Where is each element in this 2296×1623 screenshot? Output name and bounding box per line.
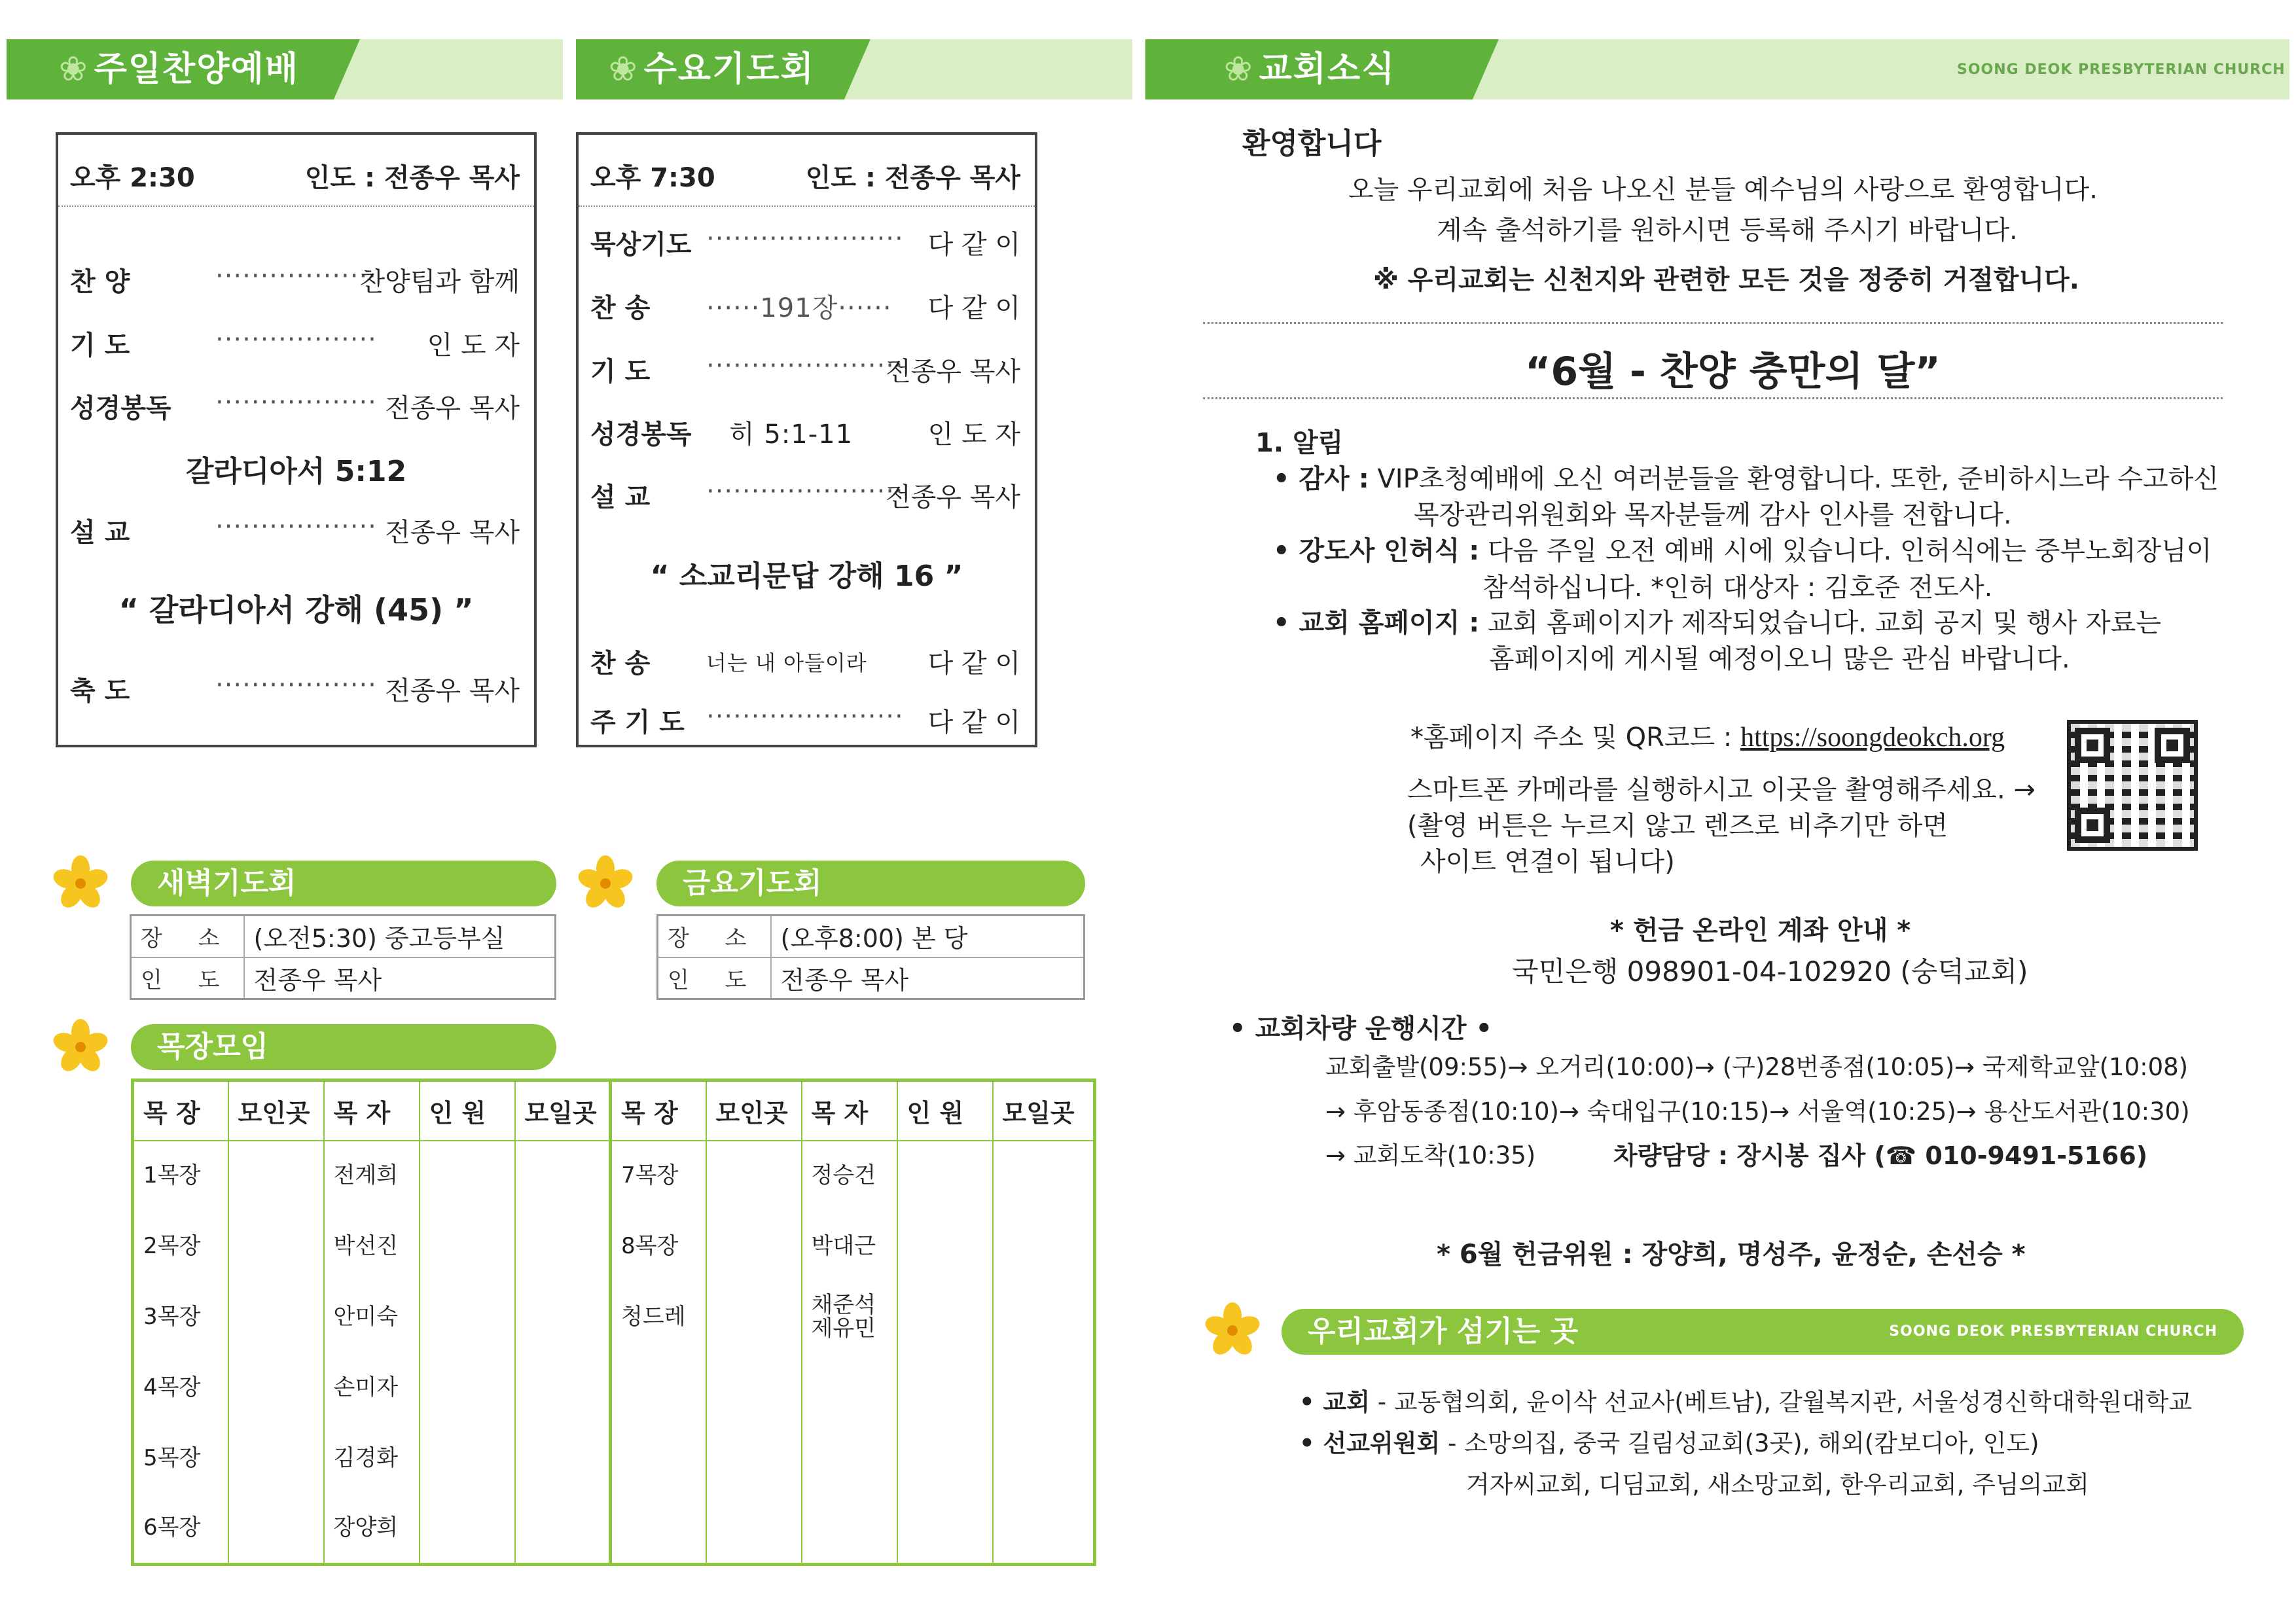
friday-title: 금요기도회 <box>683 866 822 900</box>
dawn-lead-key: 인 도 <box>131 957 244 999</box>
news-banner <box>1145 39 2289 99</box>
table-row: 1목장 전계희 7목장 정승건 <box>133 1141 1095 1211</box>
sunday-row: 성경봉독 ·················· 전종우 목사 <box>70 387 520 423</box>
sunday-sermon-row: 설 교 ·················· 전종우 목사 <box>70 512 520 548</box>
welcome-line: 오늘 우리교회에 처음 나오신 분들 예수님의 사랑으로 환영합니다. <box>1348 175 2098 205</box>
warning-text: ※ 우리교회는 신천지와 관련한 모든 것을 정중히 거절합니다. <box>1373 265 2079 295</box>
column-header: 목 자 <box>802 1080 897 1141</box>
column-header: 인 원 <box>897 1080 993 1141</box>
leaf-icon: ❀ <box>1224 50 1254 89</box>
qr-instruction: 스마트폰 카메라를 실행하시고 이곳을 촬영해주세요. → <box>1407 775 2036 805</box>
church-name: SOONG DEOK PRESBYTERIAN CHURCH <box>1889 1323 2217 1340</box>
notice-item: • 감사 : VIP초청예배에 오신 여러분들을 환영합니다. 또한, 준비하시느라 수고하신 <box>1273 464 2219 494</box>
sunday-service-box <box>56 132 537 747</box>
sunday-leader: 인도 : 전종우 목사 <box>304 163 520 193</box>
friday-table <box>656 914 1085 1000</box>
wednesday-row: 묵상기도 ······················ 다 같 이 <box>590 224 1020 260</box>
sunday-time: 오후 2:30 <box>70 163 195 193</box>
table-row <box>658 957 1085 999</box>
table-row: 2목장 박선진 8목장 박대근 <box>133 1211 1095 1282</box>
bus-title: • 교회차량 운행시간 • <box>1229 1014 1493 1044</box>
dawn-place-key: 장 소 <box>131 916 244 957</box>
sunday-banner <box>7 39 563 99</box>
divider <box>1203 397 2223 399</box>
notice-item-cont: 홈페이지에 게시될 예정이오니 많은 관심 바랍니다. <box>1489 644 2070 674</box>
notice-item-cont: 목장관리위원회와 목자분들께 감사 인사를 전합니다. <box>1414 500 2012 530</box>
bus-schedule: → 후암동종점(10:10)→ 숙대입구(10:15)→ 서울역(10:25)→ 용산도서관(10:30) <box>1325 1097 2190 1126</box>
sunday-title: 주일찬양예배 <box>94 50 299 89</box>
wednesday-row: 기 도 ······················ 전종우 목사 <box>590 351 1020 387</box>
sunday-sermon-title: “ 갈라디아서 강해 (45) ” <box>118 592 474 628</box>
wednesday-row: 찬 송 너는 내 아들이라 다 같 이 <box>590 649 1020 679</box>
mokjang-table <box>131 1079 1096 1566</box>
sunday-row: 찬 양 ·················· 찬양팀과 함께 <box>70 261 520 297</box>
welcome-title: 환영합니다 <box>1242 127 1382 160</box>
wednesday-leader: 인도 : 전종우 목사 <box>805 163 1020 193</box>
wednesday-row: 성경봉독 히 5:1-11 인 도 자 <box>590 419 1020 450</box>
qr-code-icon[interactable] <box>2067 720 2198 851</box>
table-row: 5목장 김경화 <box>133 1423 1095 1494</box>
table-row <box>131 957 556 999</box>
church-name: SOONG DEOK PRESBYTERIAN CHURCH <box>1957 62 2286 78</box>
friday-place: (오후8:00) 본 당 <box>771 916 1085 957</box>
column-header: 모인곳 <box>706 1080 802 1141</box>
flower-icon <box>51 1018 110 1077</box>
notice-heading: 1. 알림 <box>1255 428 1344 458</box>
column-header: 모일곳 <box>993 1080 1095 1141</box>
wednesday-row: 설 교 ······················ 전종우 목사 <box>590 476 1020 512</box>
serve-pill <box>1282 1309 2244 1355</box>
column-header: 모일곳 <box>515 1080 611 1141</box>
news-title: 교회소식 <box>1259 50 1396 89</box>
friday-place-key: 장 소 <box>658 916 771 957</box>
sunday-blessing-row: 축 도 ·················· 전종우 목사 <box>70 670 520 706</box>
notice-item: • 강도사 인허식 : 다음 주일 오전 예배 시에 있습니다. 인허식에는 중부노회장님이 <box>1273 536 2212 566</box>
table-row <box>658 916 1085 957</box>
qr-instruction: (촬영 버튼은 누르지 않고 렌즈로 비추기만 하면 <box>1407 811 1948 841</box>
flower-icon <box>51 854 110 913</box>
notice-item-cont: 참석하십니다. *인허 대상자 : 김호준 전도사. <box>1482 573 1993 603</box>
column-header: 모인곳 <box>228 1080 324 1141</box>
friday-pill <box>656 861 1085 906</box>
serve-line: 겨자씨교회, 디딤교회, 새소망교회, 한우리교회, 주님의교회 <box>1466 1471 2089 1499</box>
serve-title: 우리교회가 섬기는 곳 <box>1308 1315 1579 1348</box>
wednesday-sermon-title: “ 소교리문답 강해 16 ” <box>650 560 963 593</box>
table-row: 3목장 안미숙 청드레 채준석 제유민 <box>133 1282 1095 1353</box>
offering-account: 국민은행 098901-04-102920 (숭덕교회) <box>1512 955 2028 988</box>
serve-line: • 선교위원회 - 소망의집, 중국 길림성교회(3곳), 해외(캄보디아, 인도) <box>1299 1429 2039 1457</box>
notice-item: • 교회 홈페이지 : 교회 홈페이지가 제작되었습니다. 교회 공지 및 행사 자료는 <box>1273 608 2161 638</box>
wednesday-banner <box>576 39 1132 99</box>
homepage-line: *홈페이지 주소 및 QR코드 : https://soongdeokch.org <box>1410 722 2005 753</box>
friday-lead-key: 인 도 <box>658 957 771 999</box>
column-header: 목 장 <box>611 1080 706 1141</box>
offering-committee: * 6월 헌금위원 : 장양희, 명성주, 윤정순, 손선승 * <box>1437 1240 2026 1270</box>
bus-schedule: 교회출발(09:55)→ 오거리(10:00)→ (구)28번종점(10:05)→ 국제학교앞(10:08) <box>1325 1053 2189 1081</box>
dawn-table <box>130 914 556 1000</box>
dawn-place: (오전5:30) 중고등부실 <box>244 916 556 957</box>
dawn-lead: 전종우 목사 <box>244 957 556 999</box>
table-row: 6목장 장양희 <box>133 1494 1095 1565</box>
wednesday-time: 오후 7:30 <box>590 163 715 193</box>
table-row: 4목장 손미자 <box>133 1353 1095 1423</box>
bus-schedule: → 교회도착(10:35) <box>1325 1141 1536 1169</box>
sunday-row: 기 도 ·················· 인 도 자 <box>70 325 520 361</box>
wednesday-service-box <box>576 132 1037 747</box>
leaf-icon: ❀ <box>609 50 639 89</box>
month-title: “6월 - 찬양 충만의 달” <box>1525 349 1941 395</box>
leaf-icon: ❀ <box>59 50 89 89</box>
serve-line: • 교회 - 교동협의회, 윤이삭 선교사(베트남), 갈월복지관, 서울성경신학대학원대학교 <box>1299 1388 2193 1416</box>
qr-instruction: 사이트 연결이 됩니다) <box>1420 847 1675 877</box>
flower-icon <box>1203 1301 1262 1360</box>
dawn-title: 새벽기도회 <box>157 866 296 900</box>
column-header: 목 자 <box>324 1080 420 1141</box>
divider <box>1203 322 2223 324</box>
wednesday-row: 찬 송 ······191장······ 다 같 이 <box>590 293 1020 323</box>
homepage-link[interactable]: https://soongdeokch.org <box>1740 722 2005 753</box>
dawn-pill <box>131 861 556 906</box>
welcome-line: 계속 출석하기를 원하시면 등록해 주시기 바랍니다. <box>1437 215 2018 245</box>
flower-icon <box>576 854 635 913</box>
table-header-row <box>133 1080 1095 1141</box>
sunday-scripture: 갈라디아서 5:12 <box>185 455 407 488</box>
table-row <box>131 916 556 957</box>
column-header: 목 장 <box>133 1080 228 1141</box>
column-header: 인 원 <box>420 1080 515 1141</box>
wednesday-row: 주 기 도 ······················ 다 같 이 <box>590 702 1020 738</box>
wednesday-title: 수요기도회 <box>643 50 815 89</box>
offering-title: * 헌금 온라인 계좌 안내 * <box>1610 916 1911 946</box>
mokjang-title: 목장모임 <box>157 1030 269 1063</box>
friday-lead: 전종우 목사 <box>771 957 1085 999</box>
bus-contact: 차량담당 : 장시봉 집사 (☎ 010-9491-5166) <box>1613 1141 2148 1170</box>
mokjang-pill <box>131 1024 556 1070</box>
